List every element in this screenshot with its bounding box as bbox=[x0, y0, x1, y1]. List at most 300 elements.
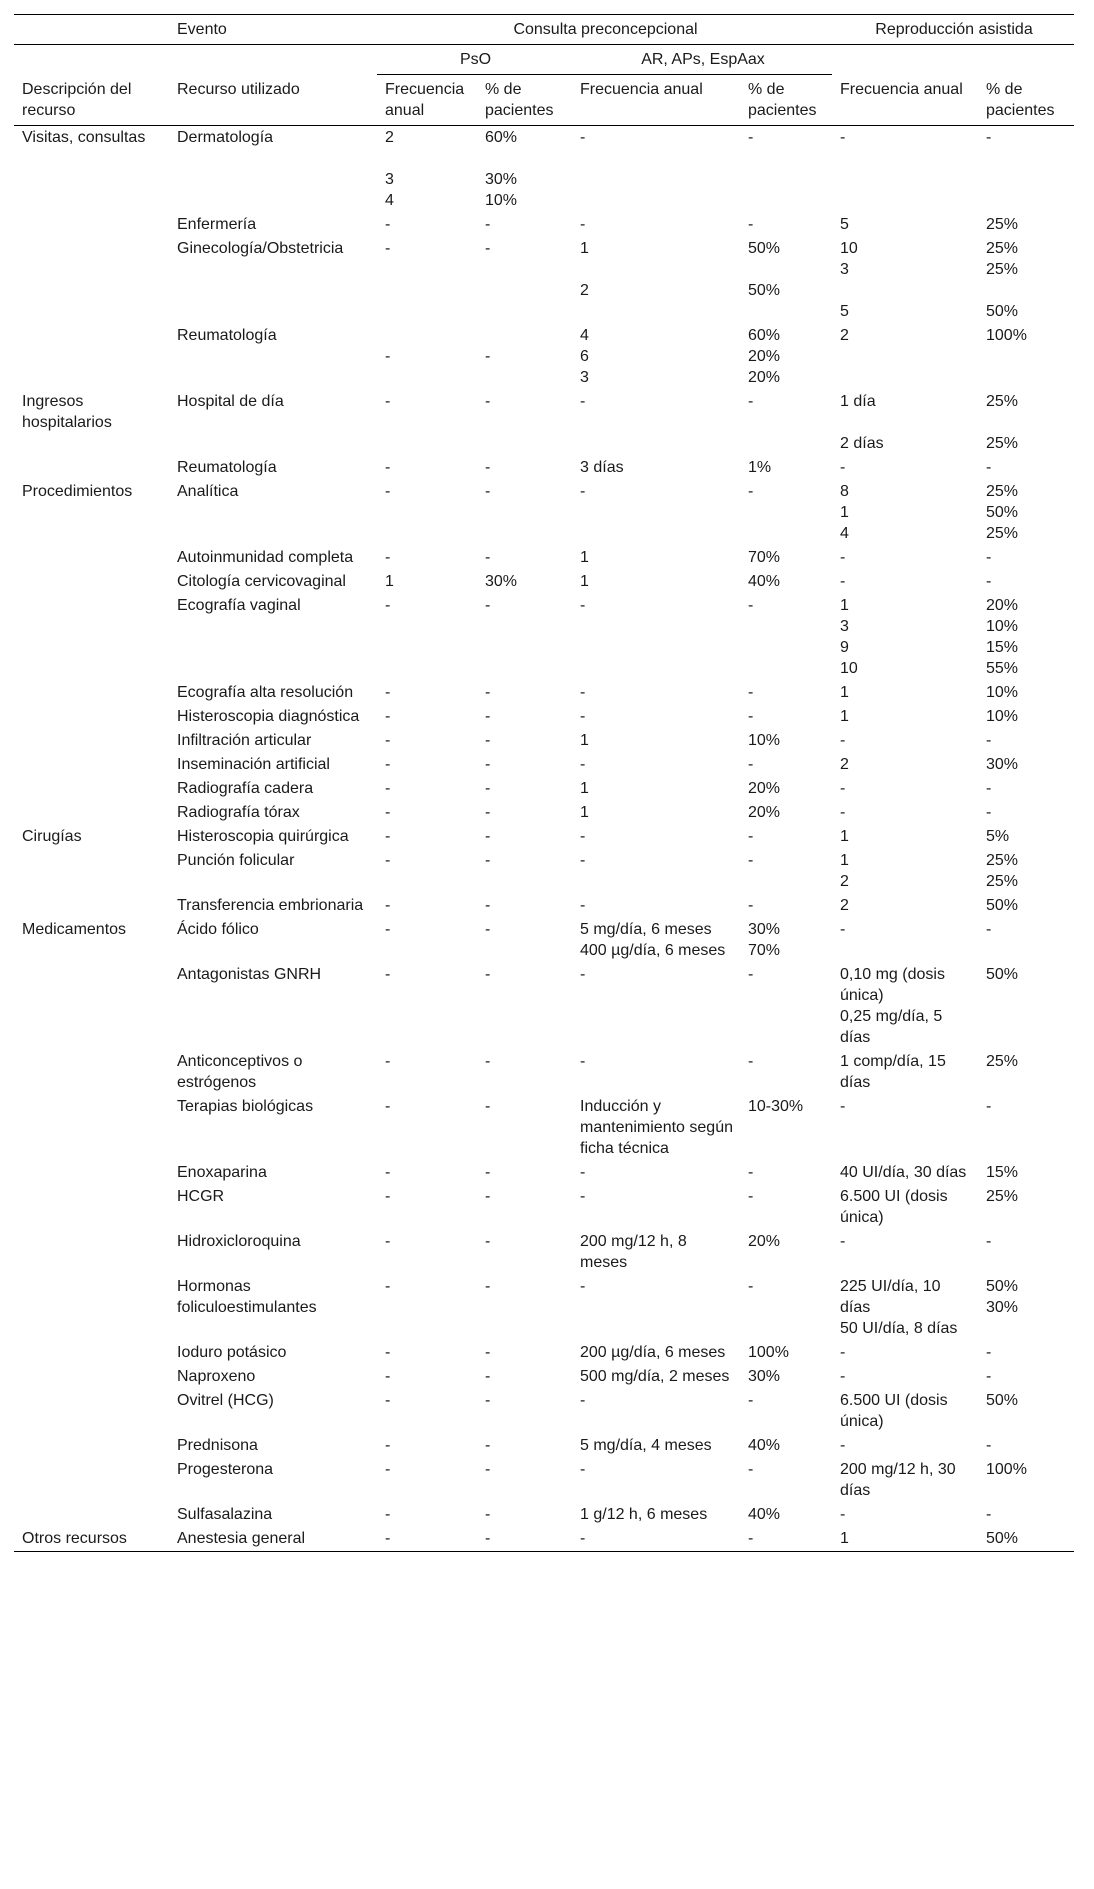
resource-used: Radiografía cadera bbox=[177, 780, 314, 797]
resource-description: Procedimientos bbox=[22, 483, 133, 500]
resource-used: Sulfasalazina bbox=[177, 1506, 273, 1523]
ar-percent-value: - bbox=[748, 216, 754, 233]
resource-description bbox=[14, 1050, 169, 1095]
ar-percent-value: - bbox=[748, 684, 754, 701]
header-frec-ra: Frecuencia anual bbox=[832, 75, 978, 126]
ar-percent-value bbox=[748, 259, 826, 280]
ra-percent-value bbox=[986, 412, 1068, 433]
ar-percent-value: 70% bbox=[748, 549, 781, 566]
ra-percent-cell bbox=[978, 213, 1074, 237]
ar-frequency-cell bbox=[572, 213, 740, 237]
ra-percent-cell bbox=[978, 963, 1074, 1050]
pso-percent-value: - bbox=[485, 240, 491, 257]
ra-percent-cell bbox=[978, 594, 1074, 681]
resource-used: Ioduro potásico bbox=[177, 1344, 287, 1361]
ra-percent-value: 25% bbox=[986, 852, 1019, 869]
ra-frequency-value: 10 bbox=[840, 240, 858, 257]
ar-frequency-cell bbox=[572, 1050, 740, 1095]
table-row bbox=[14, 849, 1074, 894]
table-row bbox=[14, 1185, 1074, 1230]
pso-percent-cell bbox=[477, 1161, 572, 1185]
ar-percent-cell bbox=[740, 237, 832, 324]
table-row bbox=[14, 594, 1074, 681]
pso-frequency-cell bbox=[377, 729, 477, 753]
pso-frequency-value: 2 bbox=[385, 129, 394, 146]
resource-used: Punción folicular bbox=[177, 852, 295, 869]
ra-frequency-value bbox=[840, 280, 972, 301]
ra-percent-value: 5% bbox=[986, 828, 1010, 845]
pso-percent-cell bbox=[477, 1275, 572, 1341]
ar-frequency-cell bbox=[572, 480, 740, 546]
resource-description bbox=[14, 570, 169, 594]
pso-frequency-cell bbox=[377, 1389, 477, 1434]
ra-percent-cell bbox=[978, 825, 1074, 849]
resource-description bbox=[14, 1161, 169, 1185]
table-row bbox=[14, 456, 1074, 480]
resource-description: Cirugías bbox=[22, 828, 82, 845]
ar-frequency-value: Inducción y mantenimiento según ficha técnica bbox=[580, 1098, 733, 1157]
ar-percent-value: - bbox=[748, 1164, 754, 1181]
table-row bbox=[14, 1458, 1074, 1503]
pso-percent-value: - bbox=[485, 459, 491, 476]
ra-percent-value: 25% bbox=[986, 1188, 1019, 1205]
ra-frequency-cell bbox=[832, 1185, 978, 1230]
pso-percent-value: - bbox=[485, 684, 491, 701]
pso-frequency-value: - bbox=[385, 549, 391, 566]
ra-percent-value: 50% bbox=[986, 1530, 1019, 1547]
ar-frequency-value: - bbox=[580, 216, 586, 233]
pso-frequency-cell bbox=[377, 801, 477, 825]
pso-percent-value: - bbox=[485, 804, 491, 821]
ar-frequency-cell bbox=[572, 126, 740, 214]
resource-description bbox=[14, 894, 169, 918]
table-row bbox=[14, 1095, 1074, 1161]
ra-percent-value: - bbox=[986, 1098, 992, 1115]
table-row bbox=[14, 825, 1074, 849]
table-row bbox=[14, 570, 1074, 594]
ar-frequency-value: 3 días bbox=[580, 459, 624, 476]
resource-description bbox=[14, 456, 169, 480]
pso-percent-cell bbox=[477, 237, 572, 324]
ra-frequency-cell bbox=[832, 390, 978, 456]
pso-frequency-cell bbox=[377, 753, 477, 777]
ar-percent-value: - bbox=[748, 828, 754, 845]
ar-percent-value: 70% bbox=[748, 942, 781, 959]
ra-frequency-value: - bbox=[840, 1368, 846, 1385]
pso-percent-cell bbox=[477, 594, 572, 681]
ra-frequency-value: 225 UI/día, 10 días bbox=[840, 1278, 941, 1316]
ra-frequency-value: 8 bbox=[840, 483, 849, 500]
ra-frequency-value: - bbox=[840, 732, 846, 749]
ar-percent-cell bbox=[740, 1230, 832, 1275]
ra-percent-cell bbox=[978, 681, 1074, 705]
ar-frequency-cell bbox=[572, 705, 740, 729]
table-body bbox=[14, 126, 1074, 1552]
resource-used: Enoxaparina bbox=[177, 1164, 267, 1181]
resource-used: Citología cervicovaginal bbox=[177, 573, 346, 590]
ra-percent-value: 25% bbox=[986, 525, 1019, 542]
ar-frequency-value: 1 bbox=[580, 804, 589, 821]
ra-frequency-cell bbox=[832, 1341, 978, 1365]
pso-percent-cell bbox=[477, 849, 572, 894]
ra-percent-value: 30% bbox=[986, 756, 1019, 773]
ra-percent-cell bbox=[978, 1230, 1074, 1275]
ra-percent-value: 55% bbox=[986, 660, 1019, 677]
resource-used: Antagonistas GNRH bbox=[177, 966, 322, 983]
pso-frequency-cell bbox=[377, 849, 477, 894]
ar-frequency-cell bbox=[572, 594, 740, 681]
ar-frequency-cell bbox=[572, 390, 740, 456]
ra-frequency-value: - bbox=[840, 1233, 846, 1250]
pso-percent-value: - bbox=[485, 393, 491, 410]
ar-percent-value: - bbox=[748, 708, 754, 725]
header-frec-ar: Frecuencia anual bbox=[572, 75, 740, 126]
ra-percent-value: 10% bbox=[986, 684, 1019, 701]
ra-percent-cell bbox=[978, 1161, 1074, 1185]
ar-frequency-cell bbox=[572, 1095, 740, 1161]
ar-frequency-cell bbox=[572, 546, 740, 570]
ra-percent-value: - bbox=[986, 804, 992, 821]
ra-frequency-value: - bbox=[840, 1506, 846, 1523]
resource-description bbox=[14, 729, 169, 753]
ra-percent-value: - bbox=[986, 549, 992, 566]
pso-percent-cell bbox=[477, 918, 572, 963]
table-row bbox=[14, 1434, 1074, 1458]
table-row bbox=[14, 1527, 1074, 1552]
ra-frequency-cell bbox=[832, 777, 978, 801]
ar-percent-value: - bbox=[748, 897, 754, 914]
ra-frequency-value: 2 bbox=[840, 897, 849, 914]
pso-percent-cell bbox=[477, 777, 572, 801]
ra-frequency-value: 2 bbox=[840, 327, 849, 344]
pso-frequency-value: - bbox=[385, 459, 391, 476]
pso-percent-cell bbox=[477, 1365, 572, 1389]
ar-percent-cell bbox=[740, 324, 832, 390]
ra-percent-value: 50% bbox=[986, 1392, 1019, 1409]
pso-frequency-cell bbox=[377, 1185, 477, 1230]
ar-frequency-cell bbox=[572, 1503, 740, 1527]
ra-frequency-value: 1 bbox=[840, 504, 849, 521]
ar-frequency-cell bbox=[572, 894, 740, 918]
pso-percent-cell bbox=[477, 753, 572, 777]
table-row bbox=[14, 237, 1074, 324]
ra-percent-value: 10% bbox=[986, 708, 1019, 725]
pso-percent-value: - bbox=[485, 732, 491, 749]
ar-percent-cell bbox=[740, 570, 832, 594]
pso-frequency-value: - bbox=[385, 1188, 391, 1205]
ra-frequency-value: 1 día bbox=[840, 393, 876, 410]
pso-percent-cell bbox=[477, 456, 572, 480]
ra-percent-cell bbox=[978, 777, 1074, 801]
pso-percent-value: - bbox=[485, 549, 491, 566]
ra-frequency-value: - bbox=[840, 573, 846, 590]
ra-frequency-value: 4 bbox=[840, 525, 849, 542]
ra-percent-cell bbox=[978, 729, 1074, 753]
ar-percent-value: 1% bbox=[748, 459, 772, 476]
ar-frequency-cell bbox=[572, 1161, 740, 1185]
resource-used: Enfermería bbox=[177, 216, 257, 233]
ra-frequency-cell bbox=[832, 918, 978, 963]
ra-percent-cell bbox=[978, 705, 1074, 729]
resource-used: Anticonceptivos o estrógenos bbox=[177, 1053, 303, 1091]
ar-frequency-value: 1 bbox=[580, 549, 589, 566]
resource-used: Histeroscopia quirúrgica bbox=[177, 828, 349, 845]
ra-percent-value: 25% bbox=[986, 393, 1019, 410]
ra-percent-cell bbox=[978, 849, 1074, 894]
ar-frequency-value: - bbox=[580, 756, 586, 773]
pso-frequency-value: - bbox=[385, 1344, 391, 1361]
pso-frequency-cell bbox=[377, 324, 477, 390]
header-consulta: Consulta preconcepcional bbox=[377, 15, 832, 45]
ar-percent-cell bbox=[740, 1503, 832, 1527]
ar-frequency-value: 1 bbox=[580, 732, 589, 749]
ar-frequency-value: - bbox=[580, 1461, 586, 1478]
resource-description bbox=[14, 546, 169, 570]
ra-percent-cell bbox=[978, 1095, 1074, 1161]
ra-percent-value: - bbox=[986, 459, 992, 476]
ra-percent-cell bbox=[978, 801, 1074, 825]
ar-percent-value: 10% bbox=[748, 732, 781, 749]
ra-frequency-value: 1 bbox=[840, 684, 849, 701]
ar-percent-cell bbox=[740, 213, 832, 237]
ra-percent-value: - bbox=[986, 1437, 992, 1454]
table-row bbox=[14, 1050, 1074, 1095]
pso-frequency-value: - bbox=[385, 216, 391, 233]
ar-frequency-value: - bbox=[580, 1530, 586, 1547]
ra-percent-value: 50% bbox=[986, 897, 1019, 914]
ar-percent-value: - bbox=[748, 966, 754, 983]
resource-used: Naproxeno bbox=[177, 1368, 256, 1385]
ra-percent-value: 50% bbox=[986, 504, 1019, 521]
pso-frequency-value: 1 bbox=[385, 573, 394, 590]
pso-percent-value: - bbox=[485, 1506, 491, 1523]
ar-percent-cell bbox=[740, 681, 832, 705]
ra-frequency-value: 1 bbox=[840, 597, 849, 614]
pso-frequency-value: - bbox=[385, 1164, 391, 1181]
pso-frequency-value: - bbox=[385, 756, 391, 773]
resource-used: Histeroscopia diagnóstica bbox=[177, 708, 360, 725]
ar-percent-value: 40% bbox=[748, 1506, 781, 1523]
pso-frequency-cell bbox=[377, 213, 477, 237]
pso-percent-cell bbox=[477, 1389, 572, 1434]
table-row bbox=[14, 1503, 1074, 1527]
ar-frequency-value: - bbox=[580, 1164, 586, 1181]
ra-frequency-cell bbox=[832, 894, 978, 918]
ra-percent-value bbox=[986, 280, 1068, 301]
ar-percent-cell bbox=[740, 1050, 832, 1095]
ar-percent-value: - bbox=[748, 1392, 754, 1409]
ar-percent-value: 50% bbox=[748, 282, 781, 299]
ra-percent-value: - bbox=[986, 921, 992, 938]
ar-frequency-value: - bbox=[580, 483, 586, 500]
ar-percent-value: - bbox=[748, 483, 754, 500]
table-row bbox=[14, 1341, 1074, 1365]
pso-frequency-cell bbox=[377, 1230, 477, 1275]
ra-frequency-value: - bbox=[840, 1098, 846, 1115]
ra-percent-value: 50% bbox=[986, 303, 1019, 320]
resource-description bbox=[14, 1458, 169, 1503]
pso-frequency-value: - bbox=[385, 732, 391, 749]
ra-percent-cell bbox=[978, 1527, 1074, 1552]
pso-percent-value: - bbox=[485, 1053, 491, 1070]
ra-frequency-value: - bbox=[840, 129, 846, 146]
pso-frequency-value bbox=[385, 325, 471, 346]
resource-description bbox=[14, 1503, 169, 1527]
header-pct-ar: % de pacientes bbox=[740, 75, 832, 126]
resource-used: Radiografía tórax bbox=[177, 804, 300, 821]
ra-frequency-cell bbox=[832, 570, 978, 594]
ar-frequency-value: - bbox=[580, 1278, 586, 1295]
ar-frequency-value: - bbox=[580, 852, 586, 869]
pso-frequency-value: - bbox=[385, 1053, 391, 1070]
ra-percent-cell bbox=[978, 570, 1074, 594]
pso-percent-value: - bbox=[485, 852, 491, 869]
ar-percent-cell bbox=[740, 126, 832, 214]
pso-frequency-value: - bbox=[385, 597, 391, 614]
pso-frequency-cell bbox=[377, 390, 477, 456]
ar-percent-value: - bbox=[748, 1530, 754, 1547]
pso-percent-value: - bbox=[485, 1188, 491, 1205]
pso-percent-value: - bbox=[485, 1392, 491, 1409]
ra-frequency-cell bbox=[832, 753, 978, 777]
ra-frequency-cell bbox=[832, 1503, 978, 1527]
ar-frequency-value: 5 mg/día, 4 meses bbox=[580, 1437, 712, 1454]
pso-percent-value: - bbox=[485, 1098, 491, 1115]
pso-percent-cell bbox=[477, 963, 572, 1050]
ar-frequency-cell bbox=[572, 777, 740, 801]
pso-frequency-value: - bbox=[385, 1233, 391, 1250]
ra-percent-cell bbox=[978, 126, 1074, 214]
ar-percent-value: 40% bbox=[748, 573, 781, 590]
table-row bbox=[14, 729, 1074, 753]
ar-frequency-cell bbox=[572, 1230, 740, 1275]
ra-percent-cell bbox=[978, 1365, 1074, 1389]
ar-frequency-cell bbox=[572, 801, 740, 825]
ra-frequency-value: 5 bbox=[840, 303, 849, 320]
pso-percent-value: - bbox=[485, 1344, 491, 1361]
ra-percent-value: 25% bbox=[986, 216, 1019, 233]
header-pso: PsO bbox=[377, 45, 572, 75]
ar-frequency-value: - bbox=[580, 828, 586, 845]
pso-frequency-cell bbox=[377, 1095, 477, 1161]
ra-percent-value: 100% bbox=[986, 1461, 1027, 1478]
ra-percent-cell bbox=[978, 1341, 1074, 1365]
ar-frequency-value: 6 bbox=[580, 348, 589, 365]
ar-percent-cell bbox=[740, 825, 832, 849]
ra-percent-cell bbox=[978, 456, 1074, 480]
ra-frequency-cell bbox=[832, 324, 978, 390]
table-row bbox=[14, 390, 1074, 456]
ra-frequency-cell bbox=[832, 126, 978, 214]
ra-percent-cell bbox=[978, 546, 1074, 570]
pso-frequency-value: 4 bbox=[385, 192, 394, 209]
ar-frequency-value: - bbox=[580, 597, 586, 614]
pso-frequency-value: - bbox=[385, 1437, 391, 1454]
table-row bbox=[14, 753, 1074, 777]
ra-percent-cell bbox=[978, 237, 1074, 324]
resource-description bbox=[14, 1365, 169, 1389]
pso-percent-value: 10% bbox=[485, 192, 518, 209]
ar-percent-value: - bbox=[748, 1053, 754, 1070]
ar-percent-cell bbox=[740, 480, 832, 546]
pso-frequency-cell bbox=[377, 1365, 477, 1389]
ra-frequency-value: 3 bbox=[840, 261, 849, 278]
resource-used: Terapias biológicas bbox=[177, 1098, 314, 1115]
ra-frequency-cell bbox=[832, 849, 978, 894]
ar-percent-value: 60% bbox=[748, 327, 781, 344]
resource-description bbox=[14, 801, 169, 825]
pso-percent-cell bbox=[477, 705, 572, 729]
pso-frequency-value: - bbox=[385, 921, 391, 938]
resource-description bbox=[14, 324, 169, 390]
ra-frequency-value: - bbox=[840, 1437, 846, 1454]
ar-frequency-cell bbox=[572, 1185, 740, 1230]
ar-frequency-value: 400 µg/día, 6 meses bbox=[580, 942, 726, 959]
ra-percent-value: 50% bbox=[986, 1278, 1019, 1295]
resource-description bbox=[14, 777, 169, 801]
ra-frequency-cell bbox=[832, 1389, 978, 1434]
resource-used: HCGR bbox=[177, 1188, 225, 1205]
ar-frequency-value: - bbox=[580, 966, 586, 983]
ar-percent-value: - bbox=[748, 393, 754, 410]
pso-frequency-value bbox=[385, 148, 471, 169]
ra-frequency-value: 1 bbox=[840, 708, 849, 725]
table-row bbox=[14, 894, 1074, 918]
ra-frequency-value: 2 días bbox=[840, 435, 884, 452]
ar-frequency-value: 2 bbox=[580, 282, 589, 299]
ar-percent-value: 20% bbox=[748, 780, 781, 797]
resource-description bbox=[14, 237, 169, 324]
ar-percent-cell bbox=[740, 1365, 832, 1389]
ra-frequency-cell bbox=[832, 1230, 978, 1275]
ra-frequency-value: 9 bbox=[840, 639, 849, 656]
ar-percent-value: 20% bbox=[748, 348, 781, 365]
pso-frequency-cell bbox=[377, 1050, 477, 1095]
ar-frequency-value: 1 bbox=[580, 573, 589, 590]
pso-percent-cell bbox=[477, 324, 572, 390]
pso-percent-value bbox=[485, 148, 566, 169]
ra-percent-value: 15% bbox=[986, 1164, 1019, 1181]
pso-percent-value: - bbox=[485, 828, 491, 845]
ra-percent-value: - bbox=[986, 1506, 992, 1523]
pso-frequency-value: - bbox=[385, 348, 391, 365]
ar-frequency-cell bbox=[572, 681, 740, 705]
table-row bbox=[14, 963, 1074, 1050]
ra-frequency-value: 200 mg/12 h, 30 días bbox=[840, 1461, 956, 1499]
header-descripcion: Descripción del recurso bbox=[14, 75, 169, 126]
ar-percent-value: 20% bbox=[748, 1233, 781, 1250]
pso-frequency-cell bbox=[377, 1275, 477, 1341]
ar-percent-value: 30% bbox=[748, 1368, 781, 1385]
ar-frequency-cell bbox=[572, 918, 740, 963]
pso-percent-value: - bbox=[485, 1461, 491, 1478]
ra-frequency-value: 1 comp/día, 15 días bbox=[840, 1053, 946, 1091]
ar-frequency-value: - bbox=[580, 708, 586, 725]
pso-frequency-value: - bbox=[385, 1461, 391, 1478]
ra-percent-value: - bbox=[986, 1344, 992, 1361]
pso-frequency-value: - bbox=[385, 1098, 391, 1115]
resource-description bbox=[14, 963, 169, 1050]
ar-frequency-cell bbox=[572, 1458, 740, 1503]
ra-frequency-value: 1 bbox=[840, 852, 849, 869]
pso-percent-value: - bbox=[485, 1437, 491, 1454]
table-row bbox=[14, 546, 1074, 570]
ar-frequency-value: 500 mg/día, 2 meses bbox=[580, 1368, 730, 1385]
ra-frequency-value: 2 bbox=[840, 873, 849, 890]
ar-frequency-value: - bbox=[580, 1053, 586, 1070]
resource-description bbox=[14, 1230, 169, 1275]
pso-frequency-value: - bbox=[385, 780, 391, 797]
